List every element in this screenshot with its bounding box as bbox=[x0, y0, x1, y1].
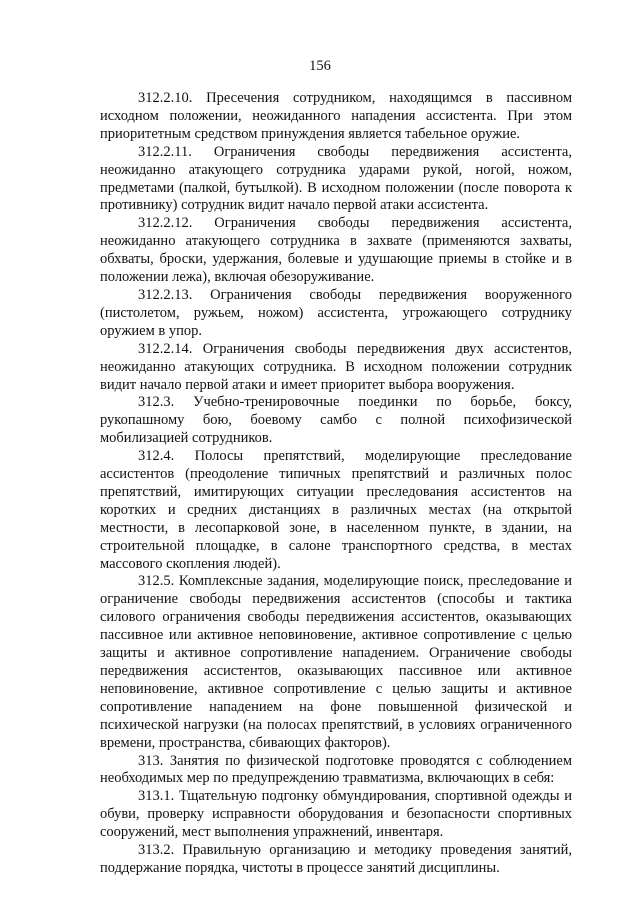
paragraph-312-4: 312.4. Полосы препятствий, моделирующие преследование ассистентов (преодоление типичных препятствий и различных полос препятствий, имитирующих ситуации преследования ассистентов на коротких и средних дистанциях в различных местах (на открытой местности, в лесопарковой зоне, в населенном пункте, в здании, на строительной площадке, в салоне транспортного средства, в местах массового скопления людей). bbox=[100, 448, 572, 572]
paragraph-313-2: 313.2. Правильную организацию и методику проведения занятий, поддержание порядка, чистоты в процессе занятий дисциплины. bbox=[100, 842, 572, 876]
paragraph-313-1: 313.1. Тщательную подгонку обмундирования, спортивной одежды и обуви, проверку исправности оборудования и безопасности спортивных сооружений, мест выполнения упражнений, инвентаря. bbox=[100, 788, 572, 841]
paragraph-313: 313. Занятия по физической подготовке проводятся с соблюдением необходимых мер по предупреждению травматизма, включающих в себя: bbox=[100, 752, 572, 787]
paragraph-312-5: 312.5. Комплексные задания, моделирующие поиск, преследование и ограничение свободы передвижения ассистентов (способы и тактика силового ограничения свободы передвижения ассистентов, оказывающих пассивное или активное неповиновение, активное сопротивление с целью защиты и активное сопротивление нападением. Ограничение свободы передвижения ассистентов, оказывающих пассивное или активное неповиновение, активное сопротивление с целью защиты и активное сопротивление нападением на фоне повышенной физической и психической нагрузки (на полосах препятствий, в условиях ограниченного времени, пространства, сбивающих факторов). bbox=[100, 573, 572, 751]
paragraph-312-2-13: 312.2.13. Ограничения свободы передвижения вооруженного (пистолетом, ружьем, ножом) ассистента, угрожающего сотруднику оружием в упор. bbox=[100, 286, 572, 339]
paragraph-312-2-14: 312.2.14. Ограничения свободы передвижения двух ассистентов, неожиданно атакующих сотрудника. В исходном положении сотрудник видит начало первой атаки и имеет приоритет выбора вооружения. bbox=[100, 340, 572, 393]
paragraph-312-2-11: 312.2.11. Ограничения свободы передвижения ассистента, неожиданно атакующего сотрудника ударами рукой, ногой, ножом, предметами (палкой, бутылкой). В исходном положении (после поворота к противнику) сотрудник видит начало первой атаки ассистента. bbox=[100, 143, 572, 214]
paragraph-312-3: 312.3. Учебно-тренировочные поединки по борьбе, боксу, рукопашному бою, боевому самбо с полной психофизической мобилизацией сотрудников. bbox=[100, 394, 572, 447]
document-body bbox=[100, 90, 572, 878]
paragraph-312-2-10: 312.2.10. Пресечения сотрудником, находящимся в пассивном исходном положении, неожиданного нападения ассистента. При этом приоритетным средством принуждения является табельное оружие. bbox=[100, 90, 572, 142]
page-number: 156 bbox=[309, 58, 331, 74]
paragraph-312-2-12: 312.2.12. Ограничения свободы передвижения ассистента, неожиданно атакующего сотрудника в захвате (применяются захваты, обхваты, броски, удержания, болевые и удушающие приемы в стойке и в положении лежа), включая обезоруживание. bbox=[100, 215, 572, 286]
